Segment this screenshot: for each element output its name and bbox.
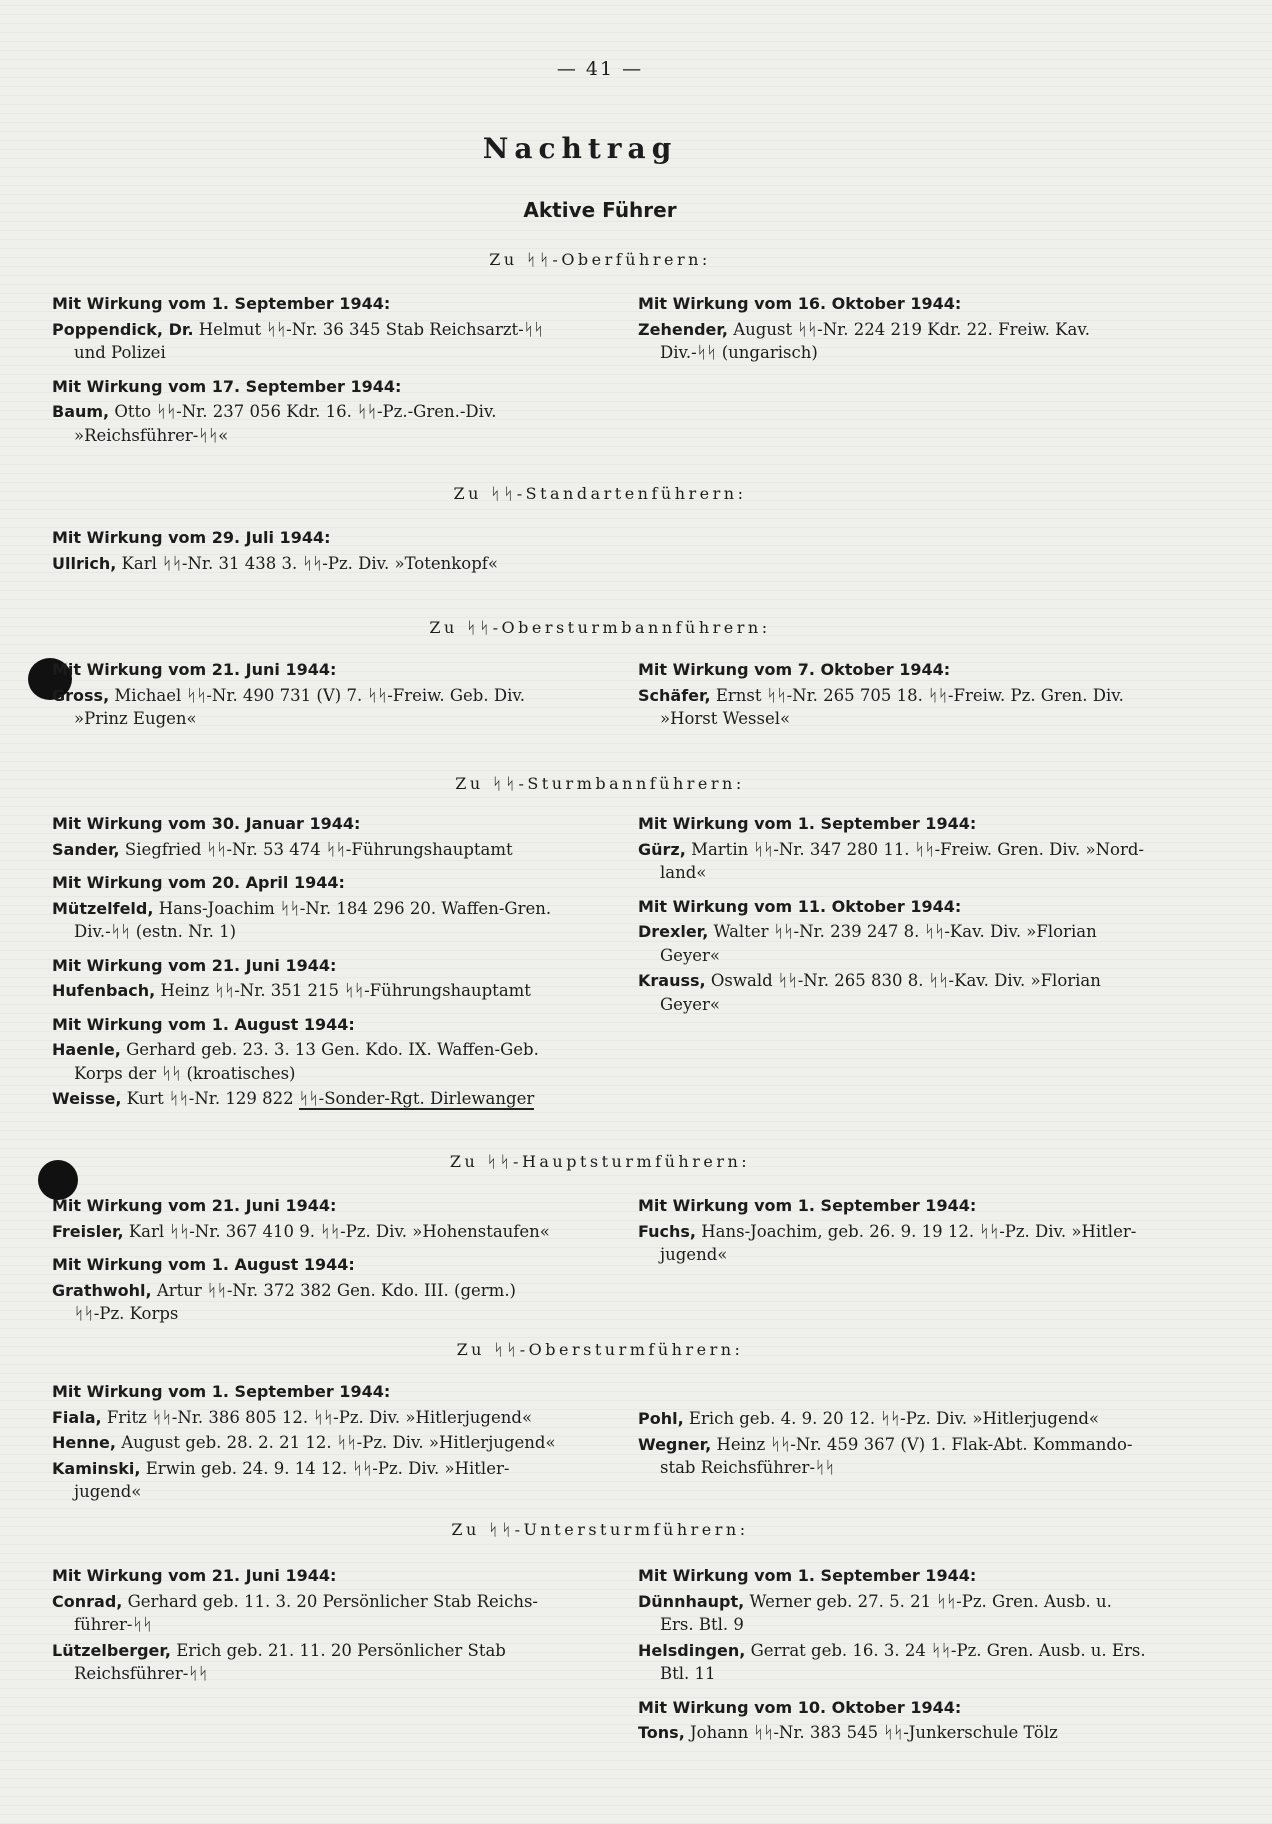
entry-name: Pohl, xyxy=(638,1409,684,1428)
effective-date: Mit Wirkung vom 1. August 1944: xyxy=(52,1255,355,1274)
entry-name: Mützelfeld, xyxy=(52,898,154,918)
right-column xyxy=(638,1194,1168,1269)
entry-continuation: Div.-ᛋᛋ (estn. Nr. 1) xyxy=(74,922,237,941)
entry-continuation: führer-ᛋᛋ xyxy=(74,1615,153,1634)
entry-text: Artur ᛋᛋ-Nr. 372 382 Gen. Kdo. III. (germ.) xyxy=(156,1280,516,1300)
entry-unit-underlined: ᛋᛋ-Sonder-Rgt. Dirlewanger xyxy=(298,1089,535,1108)
entry-continuation: »Reichsführer-ᛋᛋ« xyxy=(74,425,229,445)
right-column xyxy=(638,658,1168,733)
entry-text: Erwin geb. 24. 9. 14 12. ᛋᛋ-Pz. Div. »Hitler- xyxy=(145,1458,510,1478)
entry-continuation: Reichsführer-ᛋᛋ xyxy=(74,1664,209,1683)
entry-name: Wegner, xyxy=(638,1434,712,1454)
personnel-entry xyxy=(52,1279,582,1326)
personnel-entry xyxy=(52,1590,582,1637)
entry-continuation: Geyer« xyxy=(660,945,721,965)
entry-name: Kaminski, xyxy=(52,1458,141,1478)
entry-name: Dünnhaupt, xyxy=(638,1591,745,1611)
effective-date: Mit Wirkung vom 7. Oktober 1944: xyxy=(638,660,951,679)
entry-text: Oswald ᛋᛋ-Nr. 265 830 8. ᛋᛋ-Kav. Div. »Florian xyxy=(710,971,1101,990)
entry-name: Schäfer, xyxy=(638,685,711,705)
effective-date: Mit Wirkung vom 1. September 1944: xyxy=(638,1566,977,1585)
personnel-entry xyxy=(52,684,582,731)
entry-name: Hufenbach, xyxy=(52,981,156,1000)
entry-text: Helmut ᛋᛋ-Nr. 36 345 Stab Reichsarzt-ᛋᛋ xyxy=(198,319,544,339)
right-column xyxy=(638,1407,1168,1482)
entry-text: Hans-Joachim, geb. 26. 9. 19 12. ᛋᛋ-Pz. Div. »Hitler- xyxy=(701,1221,1137,1241)
spacer xyxy=(638,1688,1168,1696)
entry-name: Grathwohl, xyxy=(52,1280,152,1300)
right-column xyxy=(638,292,1168,367)
entry-name: Krauss, xyxy=(638,971,706,990)
rank-heading: Zu ᛋᛋ-Untersturmführern: xyxy=(451,1520,749,1539)
personnel-entry xyxy=(638,1220,1168,1267)
effective-date: Mit Wirkung vom 29. Juli 1944: xyxy=(52,528,331,547)
personnel-entry xyxy=(52,1220,582,1244)
personnel-entry xyxy=(638,920,1168,967)
personnel-entry xyxy=(52,1431,582,1455)
entry-name: Henne, xyxy=(52,1433,116,1452)
entry-name: Tons, xyxy=(638,1723,685,1742)
left-column xyxy=(52,1564,582,1688)
entry-text: Martin ᛋᛋ-Nr. 347 280 11. ᛋᛋ-Freiw. Gren. Div. »Nord- xyxy=(691,839,1145,859)
entry-text: Heinz ᛋᛋ-Nr. 351 215 ᛋᛋ-Führungshauptamt xyxy=(160,981,531,1000)
personnel-entry xyxy=(52,1038,582,1085)
entry-continuation: Korps der ᛋᛋ (kroatisches) xyxy=(74,1063,296,1083)
entry-continuation: »Prinz Eugen« xyxy=(74,709,197,728)
personnel-entry xyxy=(52,1406,582,1430)
entry-continuation: Div.-ᛋᛋ (ungarisch) xyxy=(660,343,818,362)
personnel-entry xyxy=(638,1433,1168,1480)
personnel-entry xyxy=(52,838,582,862)
page-title: Nachtrag xyxy=(482,132,678,165)
effective-date: Mit Wirkung vom 21. Juni 1944: xyxy=(52,1196,337,1215)
entry-text: Walter ᛋᛋ-Nr. 239 247 8. ᛋᛋ-Kav. Div. »Florian xyxy=(713,922,1097,941)
personnel-entry xyxy=(52,1087,582,1111)
entry-continuation: Ers. Btl. 9 xyxy=(660,1615,744,1634)
entry-name: Haenle, xyxy=(52,1040,121,1059)
entry-text: Karl ᛋᛋ-Nr. 31 438 3. ᛋᛋ-Pz. Div. »Totenkopf« xyxy=(121,553,498,573)
entry-text: Heinz ᛋᛋ-Nr. 459 367 (V) 1. Flak-Abt. Kommando- xyxy=(716,1434,1133,1454)
entry-text: Johann ᛋᛋ-Nr. 383 545 ᛋᛋ-Junkerschule Tölz xyxy=(690,1723,1058,1742)
rank-heading: Zu ᛋᛋ-Oberführern: xyxy=(489,250,711,269)
entry-text: August geb. 28. 2. 21 12. ᛋᛋ-Pz. Div. »Hitlerjugend« xyxy=(121,1433,556,1452)
personnel-entry xyxy=(638,1721,1168,1745)
rank-heading: Zu ᛋᛋ-Obersturmführern: xyxy=(456,1340,744,1359)
left-column xyxy=(52,526,582,577)
entry-name: Poppendick, Dr. xyxy=(52,319,194,339)
entry-name: Zehender, xyxy=(638,319,729,339)
entry-continuation: Btl. 11 xyxy=(660,1664,716,1683)
entry-text: Erich geb. 4. 9. 20 12. ᛋᛋ-Pz. Div. »Hitlerjugend« xyxy=(688,1409,1100,1428)
rank-heading: Zu ᛋᛋ-Sturmbannführern: xyxy=(455,774,745,793)
entry-name: Conrad, xyxy=(52,1591,123,1611)
entry-name: Baum, xyxy=(52,402,110,421)
effective-date: Mit Wirkung vom 30. Januar 1944: xyxy=(52,814,361,833)
left-column xyxy=(52,658,582,733)
effective-date: Mit Wirkung vom 1. September 1944: xyxy=(52,294,391,313)
entry-name: Fuchs, xyxy=(638,1221,696,1241)
entry-text: Gerrat geb. 16. 3. 24 ᛋᛋ-Pz. Gren. Ausb. u. Ers. xyxy=(750,1640,1146,1660)
entry-text: Gerhard geb. 23. 3. 13 Gen. Kdo. IX. Waffen-Geb. xyxy=(126,1040,539,1059)
effective-date: Mit Wirkung vom 1. August 1944: xyxy=(52,1014,355,1034)
entry-name: Ullrich, xyxy=(52,553,117,573)
effective-date: Mit Wirkung vom 21. Juni 1944: xyxy=(52,660,337,679)
entry-continuation: stab Reichsführer-ᛋᛋ xyxy=(660,1458,835,1477)
entry-text: Siegfried ᛋᛋ-Nr. 53 474 ᛋᛋ-Führungshauptamt xyxy=(124,839,513,859)
personnel-entry xyxy=(52,979,582,1003)
effective-date: Mit Wirkung vom 11. Oktober 1944: xyxy=(638,896,962,916)
personnel-entry xyxy=(52,400,582,447)
entry-name: Fiala, xyxy=(52,1407,102,1427)
personnel-entry xyxy=(638,318,1168,365)
left-column xyxy=(52,292,582,449)
spacer xyxy=(52,863,582,871)
entry-text: Fritz ᛋᛋ-Nr. 386 805 12. ᛋᛋ-Pz. Div. »Hitlerjugend« xyxy=(106,1407,533,1427)
personnel-entry xyxy=(638,1590,1168,1637)
entry-text: Michael ᛋᛋ-Nr. 490 731 (V) 7. ᛋᛋ-Freiw. Geb. Div. xyxy=(114,685,525,705)
personnel-entry xyxy=(52,318,582,365)
personnel-entry xyxy=(638,1407,1168,1431)
left-column xyxy=(52,812,582,1113)
right-column xyxy=(638,812,1168,1018)
effective-date: Mit Wirkung vom 20. April 1944: xyxy=(52,873,345,892)
spacer xyxy=(52,367,582,375)
spacer xyxy=(52,1245,582,1253)
entry-continuation: jugend« xyxy=(74,1482,142,1501)
entry-continuation: land« xyxy=(660,863,707,882)
rank-heading: Zu ᛋᛋ-Obersturmbannführern: xyxy=(429,618,771,637)
entry-text: Otto ᛋᛋ-Nr. 237 056 Kdr. 16. ᛋᛋ-Pz.-Gren.-Div. xyxy=(114,402,497,421)
personnel-entry xyxy=(52,552,582,576)
entry-text: Gerhard geb. 11. 3. 20 Persönlicher Stab Reichs- xyxy=(127,1591,538,1611)
personnel-entry xyxy=(52,1457,582,1504)
entry-text: Ernst ᛋᛋ-Nr. 265 705 18. ᛋᛋ-Freiw. Pz. Gren. Div. xyxy=(715,685,1124,705)
spacer xyxy=(52,946,582,954)
entry-text: Werner geb. 27. 5. 21 ᛋᛋ-Pz. Gren. Ausb. u. xyxy=(749,1591,1112,1611)
effective-date: Mit Wirkung vom 10. Oktober 1944: xyxy=(638,1697,962,1717)
entry-name: Drexler, xyxy=(638,922,709,941)
entry-text: Erich geb. 21. 11. 20 Persönlicher Stab xyxy=(176,1640,506,1660)
effective-date: Mit Wirkung vom 21. Juni 1944: xyxy=(52,955,337,975)
left-column xyxy=(52,1380,582,1506)
spacer xyxy=(638,887,1168,895)
entry-continuation: Geyer« xyxy=(660,994,721,1014)
personnel-entry xyxy=(638,684,1168,731)
entry-text: Hans-Joachim ᛋᛋ-Nr. 184 296 20. Waffen-Gren. xyxy=(158,898,552,918)
personnel-entry xyxy=(638,1639,1168,1686)
personnel-entry xyxy=(52,1639,582,1686)
entry-text: Karl ᛋᛋ-Nr. 367 410 9. ᛋᛋ-Pz. Div. »Hohenstaufen« xyxy=(128,1221,550,1241)
left-column xyxy=(52,1194,582,1328)
page-number: — 41 — xyxy=(556,58,644,80)
entry-name: Helsdingen, xyxy=(638,1640,746,1660)
effective-date: Mit Wirkung vom 16. Oktober 1944: xyxy=(638,294,962,313)
right-column xyxy=(638,1564,1168,1747)
personnel-entry xyxy=(638,838,1168,885)
entry-name: Lützelberger, xyxy=(52,1640,171,1660)
personnel-entry xyxy=(52,897,582,944)
effective-date: Mit Wirkung vom 1. September 1944: xyxy=(52,1382,391,1401)
entry-name: Gürz, xyxy=(638,839,686,859)
entry-continuation: »Horst Wessel« xyxy=(660,709,791,728)
entry-name: Weisse, xyxy=(52,1089,122,1108)
entry-text: August ᛋᛋ-Nr. 224 219 Kdr. 22. Freiw. Kav. xyxy=(733,319,1090,339)
entry-continuation: und Polizei xyxy=(74,343,166,362)
personnel-entry xyxy=(638,969,1168,1016)
rank-heading: Zu ᛋᛋ-Hauptsturmführern: xyxy=(449,1152,751,1171)
effective-date: Mit Wirkung vom 1. September 1944: xyxy=(638,814,977,833)
entry-text: Kurt ᛋᛋ-Nr. 129 822 xyxy=(126,1089,294,1108)
page-subtitle: Aktive Führer xyxy=(523,198,677,222)
effective-date: Mit Wirkung vom 1. September 1944: xyxy=(638,1196,977,1215)
entry-name: Gross, xyxy=(52,685,110,705)
effective-date: Mit Wirkung vom 21. Juni 1944: xyxy=(52,1566,337,1585)
entry-name: Freisler, xyxy=(52,1221,124,1241)
entry-name: Sander, xyxy=(52,839,120,859)
rank-heading: Zu ᛋᛋ-Standartenführern: xyxy=(453,484,747,503)
spacer xyxy=(52,1005,582,1013)
entry-continuation: jugend« xyxy=(660,1245,728,1264)
effective-date: Mit Wirkung vom 17. September 1944: xyxy=(52,376,402,396)
entry-continuation: ᛋᛋ-Pz. Korps xyxy=(74,1304,179,1323)
